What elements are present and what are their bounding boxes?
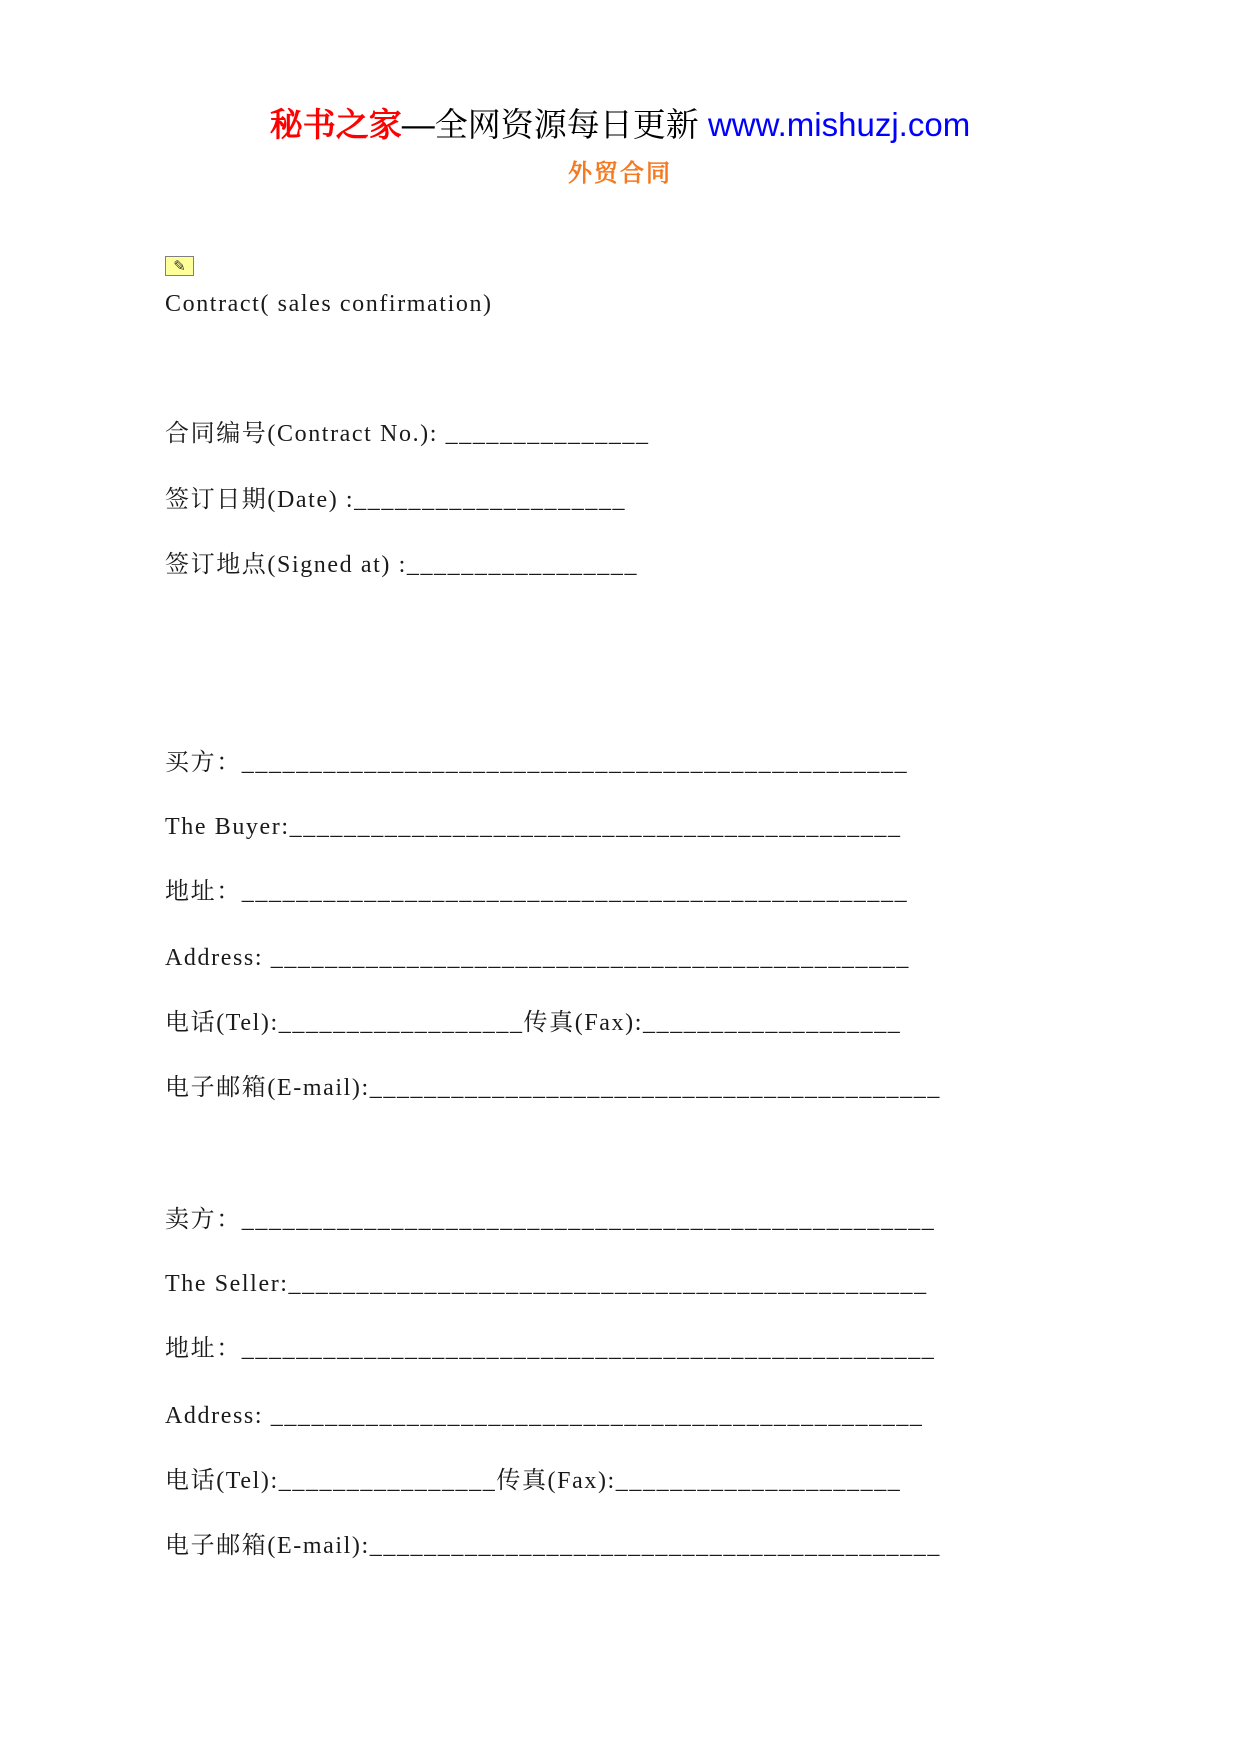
seller-email-field: 电子邮箱(E-mail):__________________________________________	[165, 1533, 941, 1559]
signing-date-field: 签订日期(Date) :____________________	[165, 487, 627, 513]
signing-place-field: 签订地点(Signed at) :_________________	[165, 552, 639, 578]
seller-name-en-field: The Seller:_______________________________________________	[165, 1271, 928, 1297]
buyer-name-cn-field: 买方：_________________________________________________	[165, 750, 909, 776]
document-edit-icon	[165, 256, 194, 276]
buyer-address-cn-field: 地址：_________________________________________________	[165, 879, 909, 905]
seller-address-en-field: Address: ________________________________________________	[165, 1403, 924, 1429]
seller-address-cn-field: 地址：___________________________________________________	[165, 1336, 936, 1362]
contract-no-field: 合同编号(Contract No.): _______________	[165, 421, 650, 447]
buyer-name-en-field: The Buyer:_____________________________________________	[165, 814, 902, 840]
buyer-tel-fax-field: 电话(Tel):__________________传真(Fax):___________________	[165, 1010, 902, 1036]
site-header	[0, 104, 1240, 146]
site-url: www.mishuzj.com	[707, 106, 971, 143]
site-brand: 秘书之家	[269, 106, 402, 143]
buyer-email-field: 电子邮箱(E-mail):__________________________________________	[165, 1075, 941, 1101]
seller-name-cn-field: 卖方：___________________________________________________	[165, 1207, 936, 1233]
buyer-address-en-field: Address: _______________________________________________	[165, 945, 910, 971]
seller-tel-fax-field: 电话(Tel):________________传真(Fax):_____________________	[165, 1468, 902, 1494]
contract-title: Contract( sales confirmation)	[165, 291, 493, 317]
document-subtitle: 外贸合同	[568, 160, 672, 187]
site-slogan: —全网资源每日更新	[401, 106, 708, 143]
